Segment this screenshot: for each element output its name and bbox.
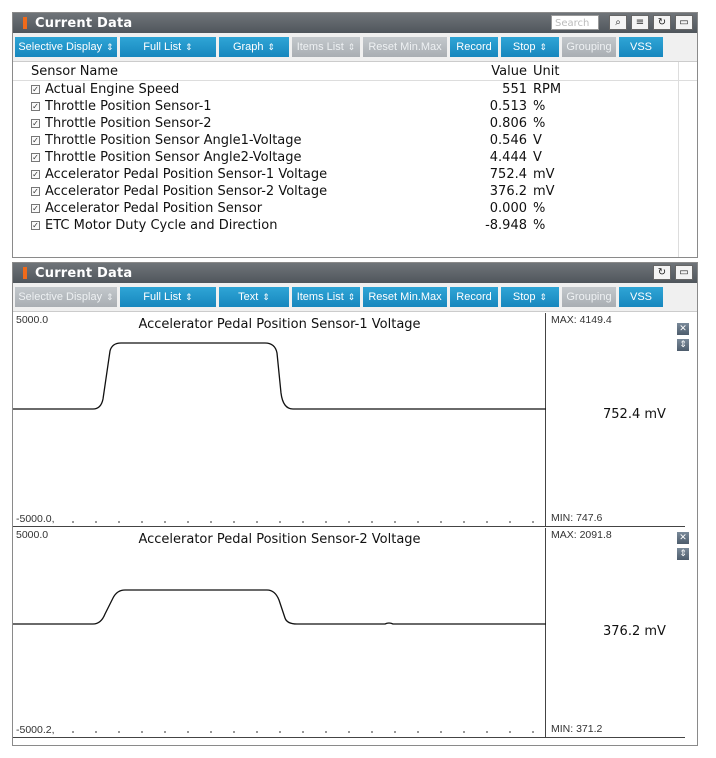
button-label: Stop [512,291,536,303]
dropdown-arrows-icon: ⇕ [185,291,193,302]
flag-icon [23,17,27,29]
sensor-unit: % [533,201,546,216]
panel-title: Current Data [35,265,133,281]
header-sensor-name: Sensor Name [31,63,119,79]
min-readout: MIN: 371.2 [551,723,603,735]
graph-plot-area [13,313,546,527]
sensor-name-cell [13,150,465,165]
dropdown-arrows-icon: ⇕ [347,41,356,52]
button-label: Text [238,291,259,303]
record-button[interactable] [450,37,498,57]
sensor-value: 0.806 [489,116,527,131]
graph-title: Accelerator Pedal Position Sensor-1 Voltage [138,317,421,332]
y-axis-max-label: 5000.0 [16,529,49,541]
table-scrollbar[interactable] [678,62,697,257]
graph-sensor-2 [13,528,685,738]
max-readout: MAX: 4149.4 [551,314,612,326]
table-row[interactable] [13,115,697,132]
button-label: Grouping [566,291,612,303]
sensor-unit: % [533,218,546,233]
dropdown-arrows-icon: ⇕ [262,291,270,302]
retry-icon[interactable]: ↻ [653,265,671,280]
panel-titlebar [13,13,697,33]
checkbox-checked-icon[interactable]: ✓ [32,85,39,94]
sensor-name-cell [13,133,465,148]
current-data-graph-panel [12,262,698,746]
button-label: Selective Display [18,41,103,53]
sensor-name-cell [13,167,465,182]
expand-icon[interactable]: ⇕ [677,339,689,351]
sensor-value: 0.000 [489,201,527,216]
grouping-button[interactable] [562,37,616,57]
sensor-name: Throttle Position Sensor Angle1-Voltage [45,133,302,148]
y-axis-min-label: -5000.2, [16,724,55,736]
x-axis-ticks [73,731,533,733]
checkbox-checked-icon[interactable]: ✓ [32,153,39,162]
dropdown-arrows-icon: ⇕ [347,291,356,302]
sensor-value: 0.546 [489,133,527,148]
sensor-name: Throttle Position Sensor Angle2-Voltage [45,150,302,165]
waveform-chart [13,528,546,738]
button-label: Selective Display [18,291,103,303]
button-label: Record [456,291,492,303]
sensor-name-cell [13,116,465,131]
sensor-unit: % [533,116,546,131]
vss-button[interactable] [619,287,663,307]
sensor-unit: % [533,99,546,114]
waveform-line [13,590,546,624]
sensor-name: ETC Motor Duty Cycle and Direction [45,218,278,233]
full-list-button[interactable] [120,287,216,307]
dropdown-arrows-icon: ⇕ [106,41,114,52]
sensor-unit: V [533,133,542,148]
waveform-line [13,343,546,409]
button-label: Grouping [566,41,612,53]
expand-icon[interactable]: ⇕ [677,548,689,560]
table-row[interactable] [13,200,697,217]
checkbox-checked-icon[interactable]: ✓ [32,187,39,196]
table-row[interactable] [13,149,697,166]
sensor-value: 4.444 [489,150,527,165]
reset-min-max-button[interactable] [363,287,447,307]
sensor-name-cell [13,184,465,199]
checkbox-checked-icon[interactable]: ✓ [32,102,39,111]
search-icon[interactable]: ⌕ [609,15,627,30]
button-label: Graph [232,41,264,53]
panel-titlebar [13,263,697,283]
search-input[interactable]: Search [551,15,599,30]
sensor-value: 551 [502,82,527,97]
current-value-readout: 752.4 mV [603,407,666,422]
sensor-value: 376.2 [489,184,527,199]
window-icon[interactable]: ▭ [675,265,693,280]
bottom-toolbar [13,283,697,312]
graph-plot-area [13,528,546,738]
retry-icon[interactable]: ↻ [653,15,671,30]
checkbox-checked-icon[interactable]: ✓ [32,204,39,213]
checkbox-checked-icon[interactable]: ✓ [32,221,39,230]
current-data-list-panel [12,12,698,258]
button-label: Full List [143,291,182,303]
button-label: Reset Min.Max [368,41,442,53]
graph-button[interactable] [219,37,289,57]
dropdown-arrows-icon: ⇕ [106,291,114,302]
top-toolbar [13,33,697,62]
table-row[interactable] [13,183,697,200]
header-unit: Unit [533,63,560,79]
record-button[interactable] [450,287,498,307]
table-row[interactable] [13,81,697,98]
sensor-name: Actual Engine Speed [45,82,180,97]
table-row[interactable] [13,217,697,234]
items-list-button[interactable] [292,287,360,307]
y-axis-min-label: -5000.0, [16,513,55,525]
button-label: Items List [296,41,344,53]
button-label: VSS [629,41,652,53]
min-readout: MIN: 747.6 [551,512,603,524]
button-label: Items List [296,291,344,303]
sensor-value: 752.4 [489,167,527,182]
vss-button[interactable] [619,37,663,57]
sensor-unit: mV [533,184,555,199]
sensor-name: Accelerator Pedal Position Sensor-1 Voltage [45,167,328,182]
graph-sensor-1 [13,313,685,527]
header-value: Value [491,63,527,79]
button-label: VSS [629,291,652,303]
x-axis-ticks [73,521,533,523]
graph-title: Accelerator Pedal Position Sensor-2 Voltage [138,532,421,547]
sensor-name-cell [13,82,465,97]
stop-button[interactable] [501,37,559,57]
sensor-name-cell [13,201,465,216]
sensor-value: -8.948 [485,218,527,233]
table-row[interactable] [13,98,697,115]
sensor-name: Throttle Position Sensor-1 [45,99,212,114]
sensor-unit: RPM [533,82,562,97]
stop-button[interactable] [501,287,559,307]
sensor-table-body [13,81,697,234]
sensor-name: Throttle Position Sensor-2 [45,116,212,131]
sensor-unit: V [533,150,542,165]
dropdown-arrows-icon: ⇕ [185,41,193,52]
max-readout: MAX: 2091.8 [551,529,612,541]
grouping-button[interactable] [562,287,616,307]
items-list-button[interactable] [292,37,360,57]
reset-min-max-button[interactable] [363,37,447,57]
checkbox-checked-icon[interactable]: ✓ [32,170,39,179]
sensor-name-cell [13,99,465,114]
flag-icon [23,267,27,279]
button-label: Record [456,41,492,53]
panel-title: Current Data [35,15,133,31]
selective-display-button[interactable] [15,287,117,307]
table-row[interactable] [13,132,697,149]
button-label: Stop [512,41,536,53]
full-list-button[interactable] [120,37,216,57]
checkbox-checked-icon[interactable]: ✓ [32,119,39,128]
dropdown-arrows-icon: ⇕ [267,41,276,52]
table-header [13,62,697,81]
text-button[interactable] [219,287,289,307]
sensor-name-cell [13,218,465,233]
button-label: Full List [143,41,182,53]
dropdown-arrows-icon: ⇕ [539,41,548,52]
dropdown-arrows-icon: ⇕ [539,291,548,302]
current-value-readout: 376.2 mV [603,624,666,639]
close-icon[interactable]: ✕ [677,532,689,544]
list-icon[interactable]: ≡ [631,15,649,30]
sensor-name: Accelerator Pedal Position Sensor-2 Voltage [45,184,328,199]
checkbox-checked-icon[interactable]: ✓ [32,136,39,145]
y-axis-max-label: 5000.0 [16,314,49,326]
selective-display-button[interactable] [15,37,117,57]
sensor-name: Accelerator Pedal Position Sensor [45,201,263,216]
sensor-unit: mV [533,167,555,182]
close-icon[interactable]: ✕ [677,323,689,335]
window-icon[interactable]: ▭ [675,15,693,30]
table-row[interactable] [13,166,697,183]
waveform-chart [13,313,546,527]
sensor-value: 0.513 [489,99,527,114]
button-label: Reset Min.Max [368,291,442,303]
